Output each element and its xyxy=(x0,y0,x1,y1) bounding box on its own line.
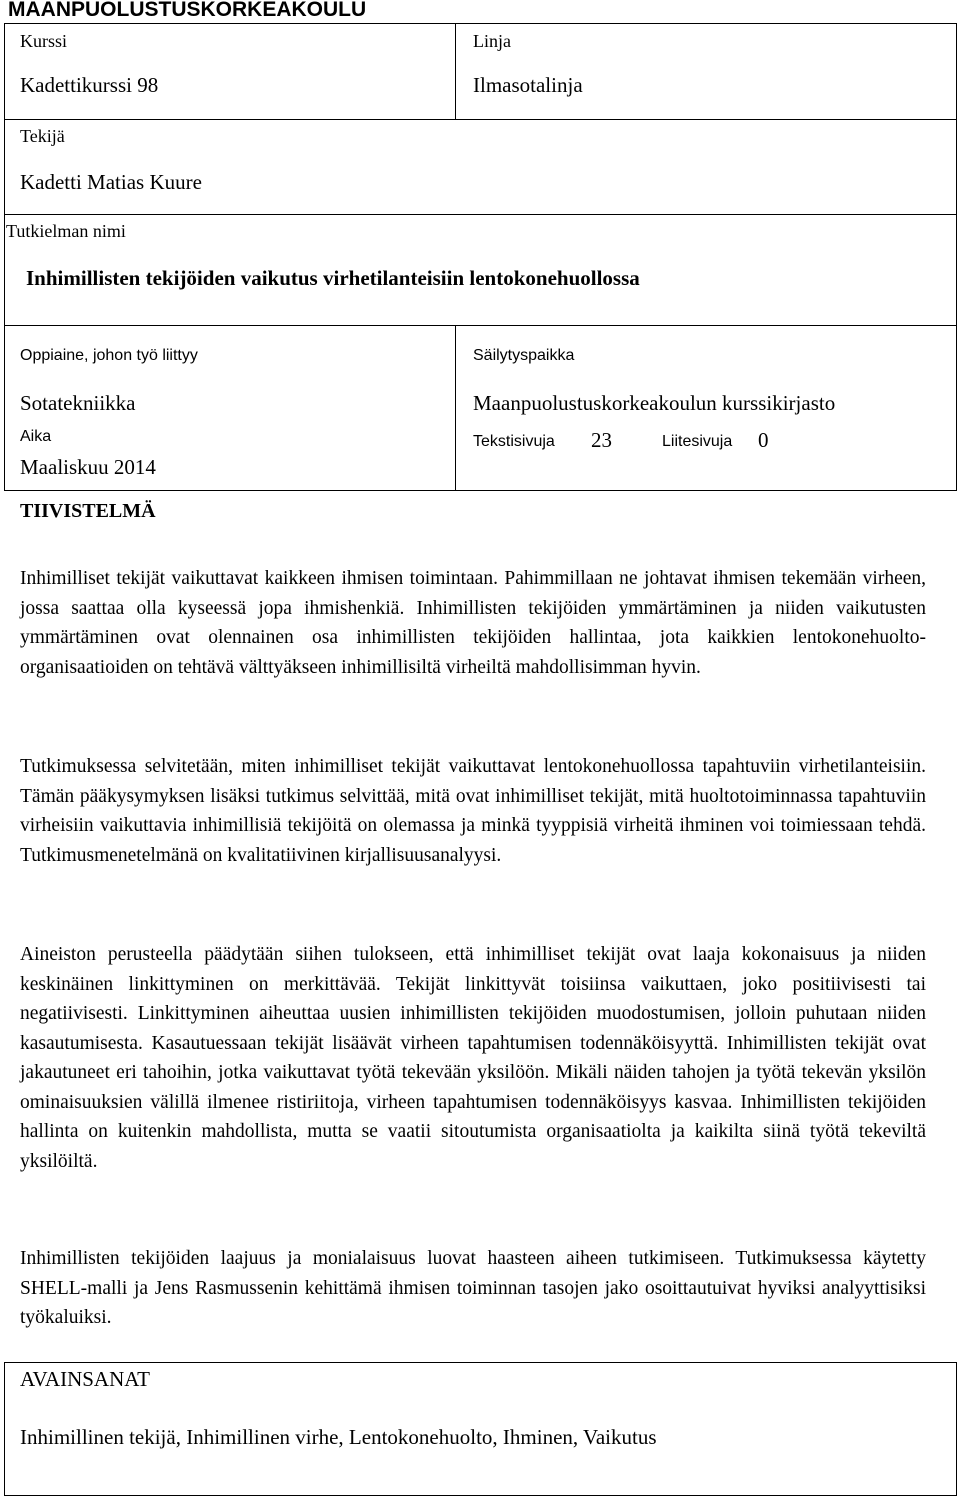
time-label: Aika xyxy=(20,428,52,445)
author-label: Tekijä xyxy=(20,126,65,146)
thesis-label: Tutkielman nimi xyxy=(6,221,126,241)
divider-course-line xyxy=(455,23,456,119)
abstract-paragraph-3: Aineiston perusteella päädytään siihen tulokseen, että inhimilliset tekijät ovat laaja kokonaisuus ja niiden keskinäinen linkittyminen on merkittävää. Tekijät linkittyvät toisiinsa vaikuttaen, joko positiivisesti tai negatiivisesti. Linkittyminen aiheuttaa uusien inhimillisten tekijöiden muodostumisen, jolloin puhutaan niiden kasautumisesta. Kasautuessaan tekijät lisäävät virheen tapahtumisen todennäköisyyttä. Inhimillisten tekijät ovat jakautuneet eri tahoihin, jotka vaikuttavat työtä tekevään yksilöön. Mikäli näiden tahojen ja työtä tekevän yksilön ominaisuuksien välillä ilmenee ristiriitoja, virheen tapahtumisen todennäköisyys kasvaa. Inhimillisten tekijöiden hallinta on kuitenkin mahdollista, mutta se vaatii sitoutumista organisaatiolta ja kaikilta siinä työtä tekeviltä yksilöiltä. xyxy=(20,944,926,1172)
course-label: Kurssi xyxy=(20,31,68,51)
abstract-paragraph-1: Inhimilliset tekijät vaikuttavat kaikkeen ihmisen toimintaan. Pahimmillaan ne johtavat ihmisen tekemään virheen, jossa saattaa olla kyseessä jopa ihmishenkiä. Inhimillisten tekijöiden ymmärtäminen ja niiden vaikutusten ymmärtäminen ovat olennainen osa inhimillisten tekijöiden hallintaa, jota kaikkien lentokonehuolto-organisaatioiden on tehtävä välttyäkseen inhimillisiltä virheiltä mahdollisimman hyvin. xyxy=(20,568,926,678)
line-value: Ilmasotalinja xyxy=(473,73,583,97)
course-value: Kadettikurssi 98 xyxy=(20,73,159,97)
subject-value: Sotatekniikka xyxy=(20,391,136,415)
divider-row2 xyxy=(4,214,957,215)
divider-row3 xyxy=(4,325,957,326)
text-pages-value: 23 xyxy=(591,428,612,452)
thesis-title: Inhimillisten tekijöiden vaikutus virhetilanteisiin lentokonehuollossa xyxy=(26,266,640,290)
author-value: Kadetti Matias Kuure xyxy=(20,170,202,194)
appendix-pages-label: Liitesivuja xyxy=(662,433,733,450)
storage-value: Maanpuolustuskorkeakoulun kurssikirjasto xyxy=(473,391,836,415)
storage-label: Säilytyspaikka xyxy=(473,347,575,364)
text-pages-label: Tekstisivuja xyxy=(473,433,555,450)
divider-subject-storage xyxy=(455,325,456,491)
divider-row1 xyxy=(4,119,957,120)
appendix-pages-value: 0 xyxy=(758,428,769,452)
keywords-value: Inhimillinen tekijä, Inhimillinen virhe, Lentokonehuolto, Ihminen, Vaikutus xyxy=(20,1425,657,1449)
line-label: Linja xyxy=(473,31,511,51)
subject-label: Oppiaine, johon työ liittyy xyxy=(20,347,198,364)
school-name: MAANPUOLUSTUSKORKEAKOULU xyxy=(8,0,367,21)
abstract-paragraph-2: Tutkimuksessa selvitetään, miten inhimilliset tekijät vaikuttavat lentokonehuollossa tapahtuviin virhetilanteisiin. Tämän pääkysymyksen lisäksi tutkimus selvittää, mitä ovat inhimilliset tekijät, mitä huoltotoiminnassa tapahtuviin virheisiin vaikuttavia inhimillisiä tekijöitä on olemassa ja minkä tyyppisiä virheitä ihminen voi toimiessaan tehdä. Tutkimusmenetelmänä on kvalitatiivinen kirjallisuusanalyysi. xyxy=(20,756,926,866)
keywords-heading: AVAINSANAT xyxy=(20,1367,150,1391)
time-value: Maaliskuu 2014 xyxy=(20,455,156,479)
abstract-heading: TIIVISTELMÄ xyxy=(20,500,156,522)
abstract-paragraph-4: Inhimillisten tekijöiden laajuus ja monialaisuus luovat haasteen aiheen tutkimiseen. Tutkimuksessa käytetty SHELL-malli ja Jens Rasmussenin kehittämä ihmisen toiminnan tasojen jako osoittautuivat hyviksi analyyttisiksi työkaluiksi. xyxy=(20,1248,926,1328)
